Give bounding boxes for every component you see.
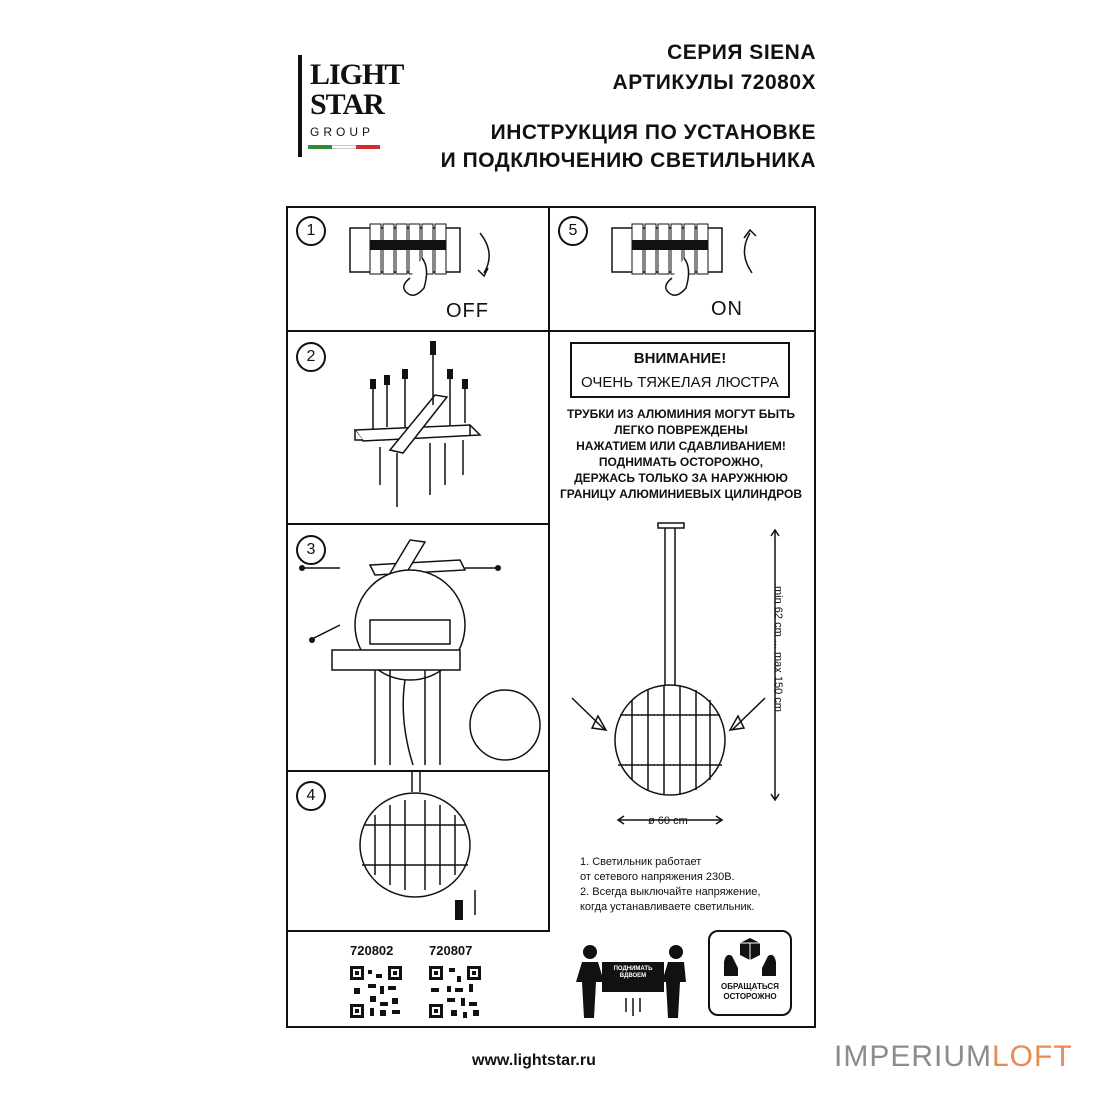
article-code-1: 720802 <box>350 943 394 958</box>
qr-code-icon <box>350 966 402 1018</box>
article-code-2: 720807 <box>429 943 473 958</box>
caution-label-1: ОБРАЩАТЬСЯ <box>721 982 779 991</box>
row-divider-2 <box>286 523 550 525</box>
note-line: когда устанавливаете светильник. <box>580 901 755 913</box>
height-dimension: min 62 cm ... max 150 cm <box>772 586 784 712</box>
italian-flag-stripe <box>308 145 380 149</box>
warning-line: НАЖАТИЕМ ИЛИ СДАВЛИВАНИЕМ! <box>576 439 786 453</box>
warning-box <box>570 342 790 398</box>
note-line: 2. Всегда выключайте напряжение, <box>580 886 761 898</box>
articles-title: АРТИКУЛЫ 72080X <box>612 71 816 94</box>
step-number-5: 5 <box>558 216 588 246</box>
warning-line: ДЕРЖАСЬ ТОЛЬКО ЗА НАРУЖНЮЮ <box>574 471 788 485</box>
on-label: ON <box>711 298 743 320</box>
notes <box>580 855 760 915</box>
website-url[interactable]: www.lightstar.ru <box>472 1052 596 1069</box>
mounting-bracket-illustration <box>345 335 495 520</box>
warning-line: ЛЕГКО ПОВРЕЖДЕНЫ <box>614 423 748 437</box>
wiring-connection-illustration <box>300 530 545 770</box>
step-number-4: 4 <box>296 781 326 811</box>
handle-with-care-icon <box>708 930 792 1016</box>
qr-code-icon <box>429 966 481 1018</box>
step-number-1: 1 <box>296 216 326 246</box>
row-divider-4 <box>286 930 550 932</box>
note-line: от сетевого напряжения 230В. <box>580 871 735 883</box>
logo-line-2: STAR <box>310 88 384 121</box>
note-line: 1. Светильник работает <box>580 856 702 868</box>
diameter-dimension: ø 60 cm <box>648 815 688 827</box>
step-number-2: 2 <box>296 342 326 372</box>
imperiumloft-watermark <box>834 1040 1073 1074</box>
caution-label-2: ОСТОРОЖНО <box>723 992 777 1001</box>
warning-line: ГРАНИЦУ АЛЮМИНИЕВЫХ ЦИЛИНДРОВ <box>559 487 803 501</box>
lift-label-2: ВДВОЕМ <box>619 973 647 979</box>
series-title: СЕРИЯ SIENA <box>667 41 816 64</box>
lift-label-1: ПОДНИМАТЬ <box>613 966 653 972</box>
instruction-title-line2: И ПОДКЛЮЧЕНИЮ СВЕТИЛЬНИКА <box>440 149 816 172</box>
breaker-on-illustration <box>612 218 772 318</box>
logo-line-3: GROUP <box>310 125 375 139</box>
warning-text <box>556 406 806 502</box>
step-number-3: 3 <box>296 535 326 565</box>
watermark-part1: IMPERIUM <box>834 1040 992 1073</box>
off-label: OFF <box>446 300 489 322</box>
column-divider <box>548 206 550 931</box>
warning-line: ТРУБКИ ИЗ АЛЮМИНИЯ МОГУТ БЫТЬ <box>566 407 796 421</box>
instruction-title-line1: ИНСТРУКЦИЯ ПО УСТАНОВКЕ <box>490 121 816 144</box>
watermark-part2: LOFT <box>992 1040 1073 1073</box>
warning-title: ВНИМАНИЕ! <box>633 350 727 367</box>
warning-subtitle: ОЧЕНЬ ТЯЖЕЛАЯ ЛЮСТРА <box>581 374 779 391</box>
lightstar-logo <box>298 55 404 157</box>
warning-line: ПОДНИМАТЬ ОСТОРОЖНО, <box>598 455 764 469</box>
pendant-lamp-step4 <box>350 770 500 930</box>
logo-line-1: LIGHT <box>310 58 404 91</box>
two-person-lift-icon <box>576 940 690 1020</box>
row-divider-1 <box>286 330 816 332</box>
